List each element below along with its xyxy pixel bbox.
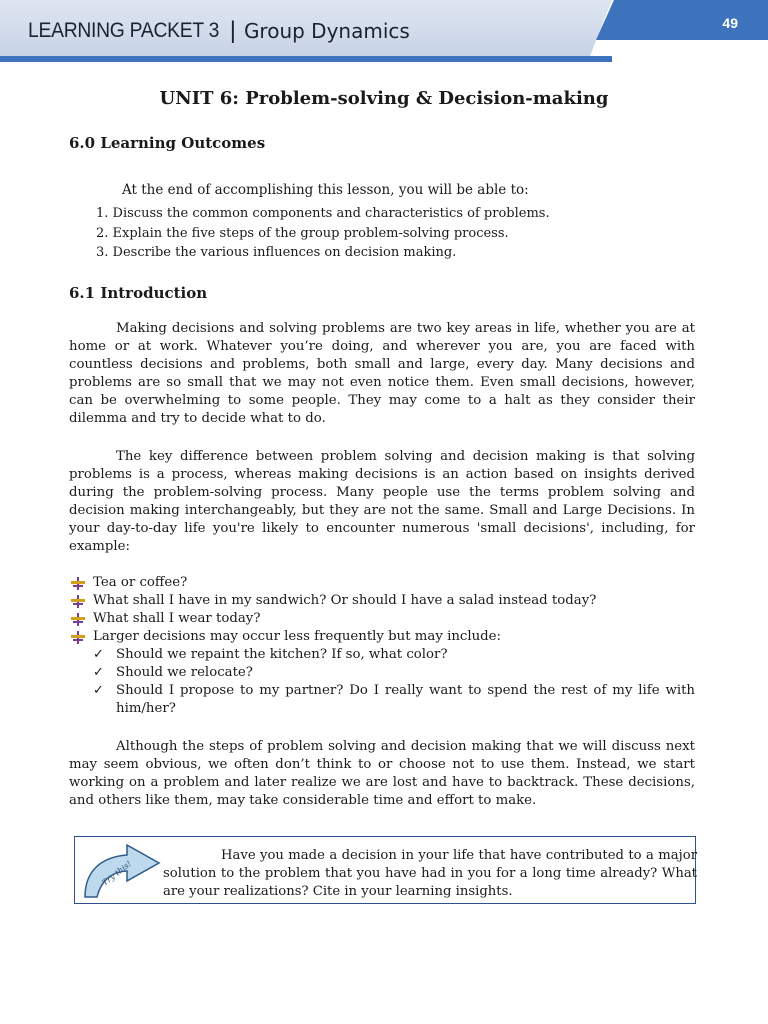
bullet-item [69,610,695,628]
bullet-text: What shall I wear today? [93,611,261,626]
arrow-label: Try this! [100,859,134,888]
introduction-heading: 6.1 Introduction [69,284,208,302]
header-topic: Group Dynamics [243,19,410,43]
outcome-item: 1. Discuss the common components and characteristics of problems. [96,206,550,221]
intro-paragraph-1: Making decisions and solving problems are two key areas in life, whether you are at home or at work. Whatever you’re doing, and wherever you are, you are faced with countless decisions and problems, both small and large, every day. Many decisions and problems are so small that we may not even notice them. Even small decisions, however, can be overwhelming to some people. They may come to a halt as they consider their dilemma and try to decide what to do. [69,321,695,426]
check-item [93,646,695,664]
check-icon: ✓ [93,683,104,698]
check-text: Should I propose to my partner? Do I really want to spend the rest of my life with him/her? [116,683,695,716]
reflection-text: Have you made a decision in your life that have contributed to a major solution to the problem that you have had in you for a long time already? What are your realizations? Cite in your learning insights. [163,848,697,899]
intro-paragraph-2: The key difference between problem solving and decision making is that solving problems is a process, whereas making decisions is an action based on insights derived during the problem-solving process. Many people use the terms problem solving and decision making interchangeably, but they are not the same. Small and Large Decisions. In your day-to-day life you're likely to encounter numerous 'small decisions', including, for example: [69,449,695,554]
header-rule [0,56,612,62]
check-list [93,646,695,718]
check-text: Should we relocate? [116,665,253,680]
pushpin-icon [71,595,85,608]
bullet-text: Tea or coffee? [93,575,188,590]
outcome-item: 3. Describe the various influences on decision making. [96,245,457,260]
page-number: 49 [722,15,738,31]
packet-label: LEARNING PACKET 3 [28,19,220,42]
intro-paragraph-3: Although the steps of problem solving and decision making that we will discuss next may seem obvious, we often don’t think to or choose not to use them. Instead, we start working on a problem and later realize we are lost and have to backtrack. These decisions, and others like them, may take considerable time and effort to make. [69,739,695,808]
reflection-box [74,836,696,904]
learning-outcomes-intro: At the end of accomplishing this lesson, you will be able to: [122,182,529,198]
pushpin-icon [71,613,85,626]
check-icon: ✓ [93,665,104,680]
check-item [93,664,695,682]
unit-title: UNIT 6: Problem-solving & Decision-making [159,88,609,109]
bullet-item [69,592,695,610]
bullet-text: Larger decisions may occur less frequently but may include: [93,629,502,644]
decision-bullet-list [69,574,695,718]
check-item [93,682,695,718]
bullet-item [69,628,695,718]
pushpin-icon [71,631,85,644]
learning-outcomes-heading: 6.0 Learning Outcomes [69,134,266,152]
header-corner-blue [596,0,768,40]
try-this-arrow-icon [79,841,163,901]
header-title [28,14,410,48]
pushpin-icon [71,577,85,590]
bullet-text: What shall I have in my sandwich? Or should I have a salad instead today? [93,593,597,608]
check-icon: ✓ [93,647,104,662]
bullet-item [69,574,695,592]
check-text: Should we repaint the kitchen? If so, what color? [116,647,448,662]
outcome-item: 2. Explain the five steps of the group problem-solving process. [96,225,509,241]
header-separator: | [229,17,236,44]
learning-outcomes-list [96,204,550,263]
